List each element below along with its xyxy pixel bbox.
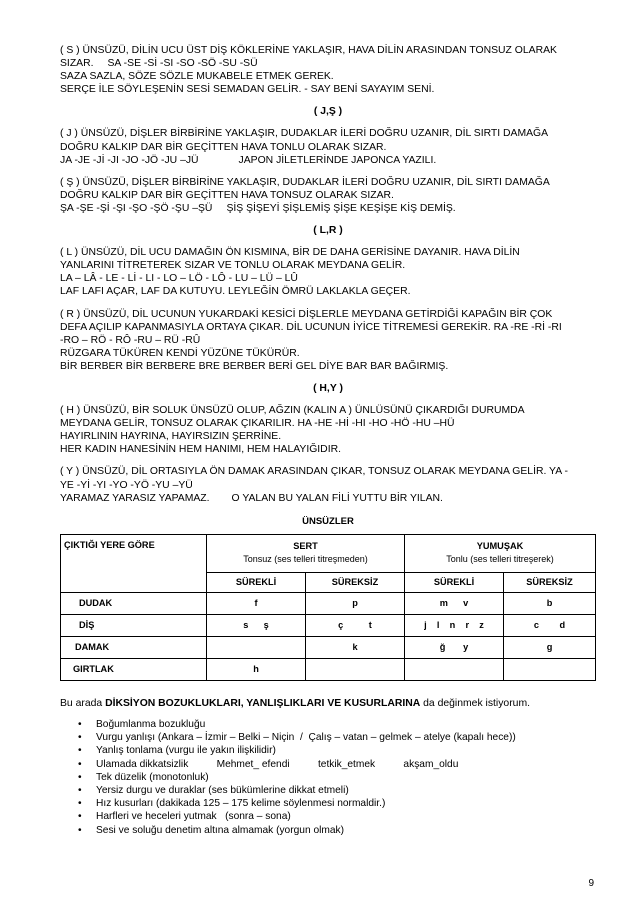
table-cell: k <box>306 636 405 658</box>
table-cell <box>207 636 306 658</box>
text-line: ( L ) ÜNSÜZÜ, DİL UCU DAMAĞIN ÖN KISMINA, BİR DE DAHA GERİSİNE DAYANIR. HAVA DİLİN <box>60 247 520 259</box>
table-cell: g <box>504 636 596 658</box>
row-label: DAMAK <box>61 636 207 658</box>
table-cell: p <box>306 592 405 614</box>
paragraph-l <box>60 246 596 298</box>
text-line: ( Y ) ÜNSÜZÜ, DİL ORTASIYLA ÖN DAMAK ARASINDAN ÇIKAR, TONSUZ OLARAK MEYDANA GELİR. YA - <box>60 466 568 478</box>
text-line: BİR BERBER BİR BERBERE BRE BERBER BERİ GEL DİYE BAR BAR BAĞIRMIŞ. <box>60 360 449 372</box>
list-item-text: Harfleri ve heceleri yutmak (sonra – sona) <box>96 811 291 823</box>
bullet-icon: • <box>78 784 82 796</box>
list-item <box>60 784 596 797</box>
table-cell: b <box>504 592 596 614</box>
yumusak-label: YUMUŞAK <box>476 541 524 552</box>
text-line: RÜZGARA TÜKÜREN KENDİ YÜZÜNE TÜKÜRÜR. <box>60 347 300 359</box>
table-cell: m v <box>405 592 504 614</box>
table-cell <box>504 658 596 680</box>
table-title: ÜNSÜZLER <box>302 515 354 527</box>
bullet-icon: • <box>78 718 82 730</box>
table-cell: h <box>207 658 306 680</box>
example-sentence: ŞİŞ ŞİŞEYİ ŞİŞLEMİŞ ŞİŞE KEŞİŞE KİŞ DEMİŞ. <box>226 202 456 214</box>
table-cell: f <box>207 592 306 614</box>
list-item <box>60 810 596 823</box>
text-line: ( R ) ÜNSÜZÜ, DİL UCUNUN YUKARDAKİ KESİCİ DİŞLERLE MEYDANA GETİRDİĞİ KAPAĞIN BİR ÇOK <box>60 308 553 320</box>
row-label: DUDAK <box>61 592 207 614</box>
example-sentence: JAPON JİLETLERİNDE JAPONCA YAZILI. <box>238 154 437 166</box>
text-line: ( S ) ÜNSÜZÜ, DİLİN UCU ÜST DİŞ KÖKLERİNE YAKLAŞIR, HAVA DİLİN ARASINDAN TONSUZ OLARAK <box>60 45 557 56</box>
text-line: HER KADIN HANESİNİN HEM HANIMI, HEM HALAYIĞIDIR. <box>60 444 341 456</box>
row-label: DİŞ <box>61 614 207 636</box>
diction-heading: DİKSİYON BOZUKLUKLARI, YANLIŞLIKLARI VE KUSURLARINA <box>105 697 421 709</box>
col-header: SÜREKLİ <box>207 572 306 592</box>
syllables: SA -SE -Sİ -SI -SO -SÖ -SU -SÜ <box>107 58 258 70</box>
col-header: SÜREKSİZ <box>306 572 405 592</box>
example-sentence: O YALAN BU YALAN FİLİ YUTTU BİR YILAN. <box>231 492 443 504</box>
table-cell: j l n r z <box>405 614 504 636</box>
document-page <box>60 44 596 837</box>
list-item <box>60 771 596 784</box>
table-header-row <box>61 534 596 572</box>
text-line: HAYIRLININ HAYRINA, HAYIRSIZIN ŞERRİNE. <box>60 431 282 443</box>
yumusak-header <box>405 534 596 572</box>
col-header: SÜREKSİZ <box>504 572 596 592</box>
bullet-icon: • <box>78 732 82 744</box>
sert-header <box>207 534 405 572</box>
syllables: ŞA -ŞE -Şİ -ŞI -ŞO -ŞÖ -ŞU –ŞÜ <box>60 202 213 214</box>
text-line: YANLARINI TİTRETEREK SIZAR VE TONLU OLARAK MEYDANA GELİR. <box>60 260 406 272</box>
paragraph-r <box>60 308 596 373</box>
list-item <box>60 718 596 731</box>
text-line: ( Ş ) ÜNSÜZÜ, DİŞLER BİRBİRİNE YAKLAŞIR, DUDAKLAR İLERİ DOĞRU UZANIR, DİL SIRTI DAMAĞA <box>60 176 550 188</box>
text-line <box>60 492 596 505</box>
text-line: SERÇE İLE SÖYLEŞENİN SESİ SEMADAN GELİR. - SAY BENİ SAYAYIM SENİ. <box>60 84 435 96</box>
text-line: LA – LÂ - LE - Lİ - LI - LO – LÖ - LÔ - LU – LÜ – LÛ <box>60 273 298 285</box>
table-cell: c d <box>504 614 596 636</box>
text-span: SIZAR. <box>60 58 94 70</box>
list-item-text: Vurgu yanlışı (Ankara – İzmir – Belki – Niçin / Çalış – vatan – gelmek – atelye (kapalı hece)) <box>96 732 516 744</box>
table-row <box>61 592 596 614</box>
table-row <box>61 636 596 658</box>
text-line: ( H ) ÜNSÜZÜ, BİR SOLUK ÜNSÜZÜ OLUP, AĞZIN (KALIN A ) ÜNLÜSÜNÜ ÇIKARDIĞI DURUMDA <box>60 405 525 417</box>
text-line: LAF LAFI AÇAR, LAF DA KUTUYU. LEYLEĞİN ÖMRÜ LAKLAKLA GEÇER. <box>60 286 411 298</box>
text-line: MEYDANA GELİR, TONSUZ OLARAK ÇIKARILIR. HA -HE -Hİ -HI -HO -HÖ -HU –HÜ <box>60 418 455 430</box>
bullet-icon: • <box>78 811 82 823</box>
sert-sub: Tonsuz (ses telleri titreşmeden) <box>243 554 368 565</box>
section-header-l-r: ( L,R ) <box>313 225 343 237</box>
bullet-icon: • <box>78 771 82 783</box>
table-row <box>61 658 596 680</box>
list-item-text: Yanlış tonlama (vurgu ile yakın ilişkilidir) <box>96 745 276 757</box>
table-row <box>61 614 596 636</box>
list-item <box>60 758 596 771</box>
list-item <box>60 744 596 757</box>
row-label: GIRTLAK <box>61 658 207 680</box>
bullet-icon: • <box>78 745 82 757</box>
example-sentence: YARAMAZ YARASIZ YAPAMAZ. <box>60 492 210 504</box>
text-line: SAZA SAZLA, SÖZE SÖZLE MUKABELE ETMEK GEREK. <box>60 71 334 83</box>
text-line: ( J ) ÜNSÜZÜ, DİŞLER BİRBİRİNE YAKLAŞIR, DUDAKLAR İLERİ DOĞRU UZANIR, DİL SIRTI DAMAĞA <box>60 128 549 140</box>
section-header-j-sh: ( J,Ş ) <box>313 106 343 118</box>
table-cell <box>405 658 504 680</box>
list-item <box>60 824 596 837</box>
list-item-text: Yersiz durgu ve duraklar (ses bükümlerine dikkat etmeli) <box>96 784 349 796</box>
paragraph-y <box>60 465 596 504</box>
text-line <box>60 202 596 215</box>
diction-intro <box>60 697 596 710</box>
list-item <box>60 731 596 744</box>
paragraph-sh <box>60 176 596 215</box>
syllables: JA -JE -Jİ -JI -JO -JÖ -JU –JÜ <box>60 154 199 166</box>
list-item-text: Tek düzelik (monotonluk) <box>96 771 209 783</box>
bullet-icon: • <box>78 758 82 770</box>
text-line: DOĞRU KALKIP DAR BİR GEÇİTTEN HAVA TONLU OLARAK SIZAR. <box>60 141 387 153</box>
list-item-text: Sesi ve soluğu denetim altına almamak (yorgun olmak) <box>96 824 345 836</box>
table-cell: ç t <box>306 614 405 636</box>
text-span: Bu arada <box>60 697 106 709</box>
consonants-table <box>60 534 596 681</box>
list-item-text: Ulamada dikkatsizlik Mehmet_ efendi tetkik_etmek akşam_oldu <box>96 758 459 770</box>
list-item <box>60 797 596 810</box>
text-line: -RO – RÖ - RÔ -RU – RÜ -RÛ <box>60 334 201 346</box>
text-line <box>60 154 596 167</box>
yumusak-sub: Tonlu (ses telleri titreşerek) <box>446 554 554 565</box>
sert-label: SERT <box>293 541 318 552</box>
list-item-text: Boğumlanma bozukluğu <box>96 718 206 730</box>
page-number: 9 <box>588 878 594 889</box>
table-corner: ÇIKTIĞI YERE GÖRE <box>61 534 207 592</box>
section-header-h-y: ( H,Y ) <box>313 382 343 394</box>
col-header: SÜREKLİ <box>405 572 504 592</box>
text-span: da değinmek istiyorum. <box>420 697 530 709</box>
text-line: YE -Yİ -YI -YO -YÖ -YU –YÜ <box>60 479 193 491</box>
paragraph-j <box>60 127 596 166</box>
text-line <box>60 57 596 70</box>
text-line: DOĞRU KALKIP DAR BİR GEÇİTTEN HAVA TONSUZ OLARAK SIZAR. <box>60 189 394 201</box>
bullet-icon: • <box>78 824 82 836</box>
diction-list <box>60 718 596 837</box>
table-cell: s ş <box>207 614 306 636</box>
bullet-icon: • <box>78 798 82 810</box>
table-cell <box>306 658 405 680</box>
table-cell: ğ y <box>405 636 504 658</box>
paragraph-s <box>60 44 596 96</box>
text-line: DEFA AÇILIP KAPANMASIYLA ORTAYA ÇIKAR. DİL UCUNUN İYİCE TİTREMESİ GEREKİR. RA -RE -Rİ -RI <box>60 321 562 333</box>
list-item-text: Hız kusurları (dakikada 125 – 175 kelime söylenmesi normaldir.) <box>96 798 386 810</box>
paragraph-h <box>60 404 596 456</box>
